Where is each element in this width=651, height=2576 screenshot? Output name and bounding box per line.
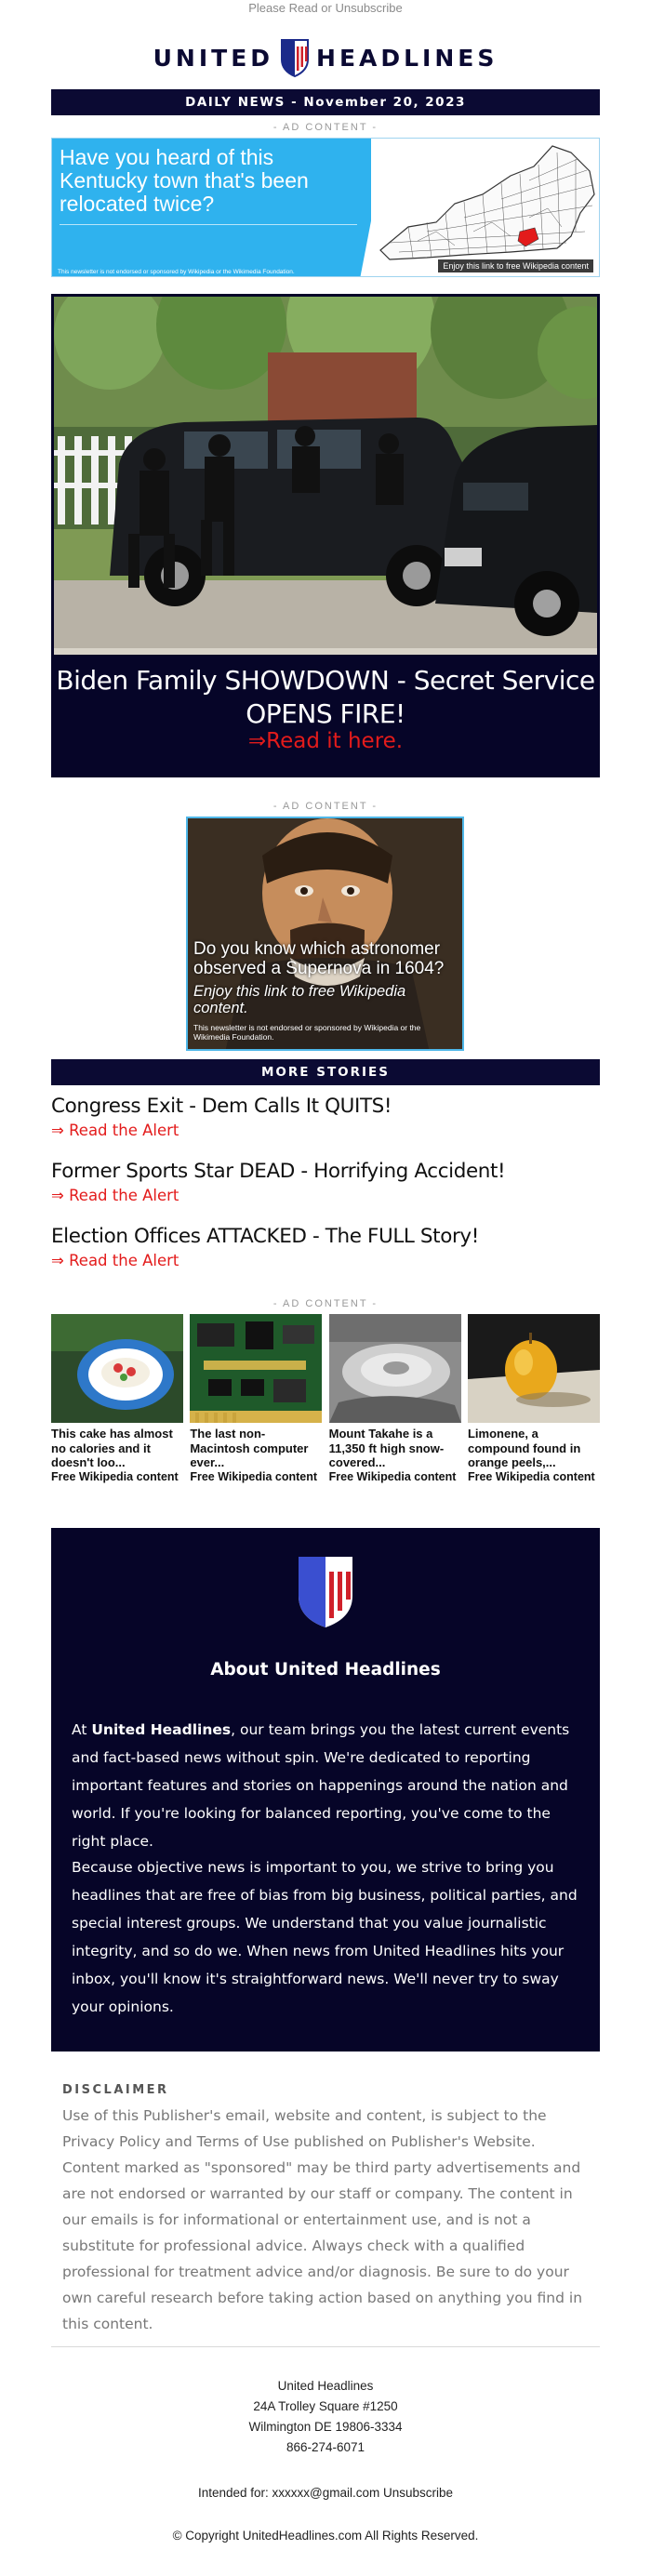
footer-divider (51, 2346, 600, 2347)
ad-content-label: - AD CONTENT - (272, 801, 379, 812)
story-title[interactable]: Election Offices ATTACKED - The FULL Story! (51, 1225, 479, 1248)
ad-astronomer-question: Do you know which astronomer observed a Supernova in 1604? (193, 939, 445, 978)
more-stories-banner: MORE STORIES (51, 1059, 600, 1085)
footer-company: United Headlines (277, 2379, 374, 2393)
about-paragraph-1: At United Headlines, our team brings you the latest current events and fact-based news without spin. We're dedicated to reporting important features and stories on happenings around the nation and world. If you're looking for balanced reporting, you've come to the right place. (72, 1721, 570, 1850)
ad-tile[interactable] (190, 1314, 322, 1491)
ad-tile[interactable] (329, 1314, 461, 1491)
about-paragraph-2: Because objective news is important to you, we strive to bring you headlines that are free of bias from big business, political parties, and special interest groups. We understand that you value journalistic integrity, and so do we. When news from United Headlines hits your inbox, you'll know it's straightforward news. We'll never try to sway your opinions. (72, 1859, 578, 2015)
brand-word-united: UNITED (153, 44, 274, 72)
footer-street: 24A Trolley Square #1250 (253, 2399, 398, 2413)
intended-label: Intended for: (197, 2486, 272, 2500)
ad-tile-caption[interactable]: The last non-Macintosh computer ever... (190, 1427, 309, 1469)
footer-city: Wilmington DE 19806-3334 (248, 2420, 403, 2434)
story-read-link[interactable]: ⇒ Read the Alert (51, 1252, 179, 1269)
ad-tile-caption[interactable]: Limonene, a compound found in orange peels,... (467, 1427, 581, 1469)
ad-tile[interactable] (468, 1314, 600, 1491)
story-item[interactable] (51, 1160, 600, 1206)
footer-address (0, 2376, 651, 2458)
mountain-image (329, 1314, 461, 1423)
about-brand-name: United Headlines (91, 1721, 232, 1738)
ad-tile-source[interactable]: Free Wikipedia content (190, 1470, 318, 1483)
ad-kentucky-town[interactable] (51, 138, 600, 277)
cake-image (51, 1314, 183, 1423)
ad-astronomer-enjoy: Enjoy this link to free Wikipedia content. (193, 983, 406, 1016)
ad-tile-caption[interactable]: Mount Takahe is a 11,350 ft high snow-covered... (328, 1427, 445, 1469)
story-item[interactable] (51, 1225, 600, 1271)
ad-fine-print: This newsletter is not endorsed or sponsored by Wikipedia or the Wikimedia Foundation. (58, 269, 295, 275)
ad-question: Have you heard of this Kentucky town that's been relocated twice? (60, 145, 309, 216)
about-heading: About United Headlines (210, 1660, 441, 1680)
story-read-link[interactable]: ⇒ Read the Alert (51, 1122, 179, 1139)
story-title[interactable]: Congress Exit - Dem Calls It QUITS! (51, 1095, 392, 1118)
ad-cta-button[interactable]: Enjoy this link to free Wikipedia content (438, 259, 593, 272)
ad-tile[interactable] (51, 1314, 183, 1491)
footer-phone: 866-274-6071 (286, 2440, 365, 2454)
ad-content-label: - AD CONTENT - (272, 1298, 379, 1309)
story-read-link[interactable]: ⇒ Read the Alert (51, 1187, 179, 1204)
ad-content-label: - AD CONTENT - (272, 122, 379, 133)
disclaimer-section (51, 2083, 600, 2337)
hero-story[interactable] (51, 294, 600, 777)
footer-intended (0, 2483, 651, 2503)
ad-tile-source[interactable]: Free Wikipedia content (328, 1470, 457, 1483)
date-banner: DAILY NEWS - November 20, 2023 (51, 89, 600, 115)
ad-tile-source[interactable]: Free Wikipedia content (51, 1470, 179, 1483)
brand-logo[interactable] (0, 35, 651, 80)
hero-headline[interactable]: Biden Family SHOWDOWN - Secret Service OPENS FIRE! (56, 665, 595, 729)
hero-read-link[interactable]: ⇒Read it here. (247, 729, 404, 753)
story-item[interactable] (51, 1095, 600, 1141)
ad-astronomer[interactable] (186, 817, 464, 1051)
footer-copyright: © Copyright UnitedHeadlines.com All Rights Reserved. (172, 2529, 479, 2543)
lemon-image (468, 1314, 600, 1423)
ad-tile-source[interactable]: Free Wikipedia content (467, 1470, 595, 1483)
about-section (51, 1528, 600, 2052)
ad-tile-caption[interactable]: This cake has almost no calories and it doesn't loo... (51, 1427, 173, 1469)
ad-astronomer-fine-print: This newsletter is not endorsed or sponsored by Wikipedia or the Wikimedia Foundation. (193, 1023, 421, 1042)
circuit-board-image (190, 1314, 322, 1423)
secret-service-scene-image (54, 297, 597, 655)
read-or-unsubscribe-link[interactable]: Please Read or Unsubscribe (248, 1, 403, 15)
shield-flag-icon (279, 37, 311, 78)
recipient-email: xxxxxx@gmail.com (272, 2486, 380, 2500)
story-title[interactable]: Former Sports Star DEAD - Horrifying Accident! (51, 1160, 506, 1183)
ad-divider (60, 224, 357, 225)
disclaimer-heading: DISCLAIMER (62, 2083, 169, 2097)
brand-word-headlines: HEADLINES (316, 44, 498, 72)
shield-flag-icon (295, 1553, 356, 1631)
disclaimer-text: Use of this Publisher's email, website and content, is subject to the Privacy Policy and Terms of Use published on Publisher's Website. Content marked as "sponsored" may be third party advertisements and are not endorsed or warranted by our staff or company. The content in our emails is for informational or entertainment use, and is not a substitute for professional advice. Always check with a qualified professional for treatment advice and/or diagnosis. Be sure to do your own careful research before taking action based on anything you find in this content. (62, 2107, 583, 2332)
kentucky-map-image (371, 139, 599, 277)
unsubscribe-link[interactable]: Unsubscribe (383, 2486, 454, 2500)
ad-tiles-row (51, 1314, 600, 1491)
hero-photo[interactable] (54, 297, 597, 655)
